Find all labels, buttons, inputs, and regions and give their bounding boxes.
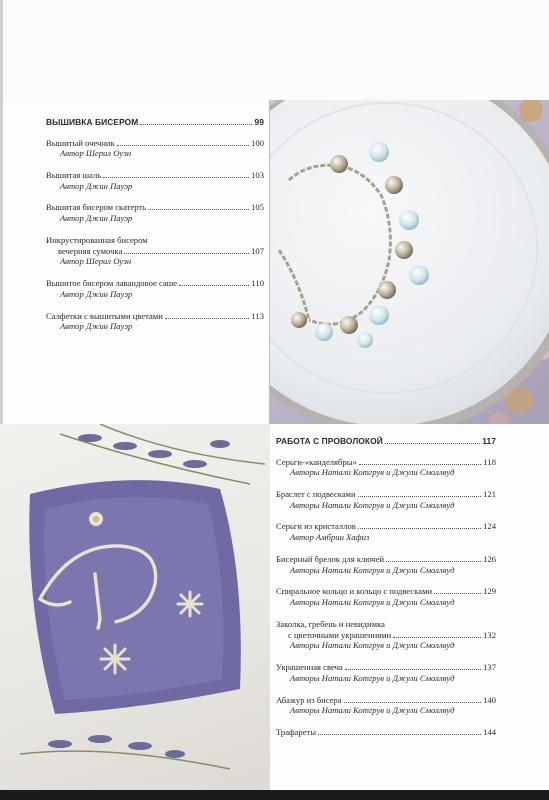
entry-title-line-1: Заколка, гребень и невидимка [276, 618, 385, 629]
leader-dots [359, 464, 482, 465]
bracelet-photo [269, 100, 549, 424]
leader-dots [318, 734, 481, 735]
leader-dots [344, 702, 482, 703]
entry-author: Авторы Натали Котгрув и Джули Смоллвуд [290, 640, 455, 651]
entry-title: Серьги из кристаллов [276, 521, 356, 532]
entry-page-number: 144 [483, 726, 496, 737]
toc-entry[interactable] [276, 662, 496, 683]
section-page-number: 99 [254, 117, 264, 127]
toc-entry[interactable] [276, 619, 496, 651]
toc-entry[interactable] [276, 521, 496, 542]
entry-page-number: 107 [251, 245, 264, 256]
entry-author: Авторы Натали Котгрув и Джули Смоллвуд [290, 564, 455, 575]
entry-page-number: 100 [251, 137, 264, 148]
entry-author: Автор Джин Пауэр [60, 213, 133, 224]
entry-title-line-1: Инкрустированная бисером [46, 234, 148, 245]
entry-author: Автор Амбрин Хафиз [290, 532, 370, 543]
leader-dots [385, 443, 480, 444]
leader-dots [179, 285, 249, 286]
entry-title: Салфетки с вышитыми цветами [46, 310, 163, 321]
section-heading[interactable] [46, 117, 264, 128]
entry-page-number: 124 [483, 521, 496, 532]
entry-author: Автор Шерил Оуэн [60, 148, 132, 159]
entry-title: Вышитый очечник [46, 137, 115, 148]
entry-author: Автор Джин Пауэр [60, 321, 133, 332]
leader-dots [148, 209, 249, 210]
entry-page-number: 105 [251, 202, 264, 213]
entry-page-number: 137 [483, 662, 496, 673]
entry-title: Трафареты [276, 726, 317, 737]
entry-author: Автор Шерил Оуэн [60, 256, 132, 267]
page-bottom-edge [0, 790, 549, 800]
panel-divider [269, 100, 270, 424]
toc-entry[interactable] [46, 138, 264, 159]
entry-page-number: 103 [251, 169, 264, 180]
entry-author: Авторы Натали Котгрув и Джули Смоллвуд [290, 467, 455, 478]
entry-title: Вышитая бисером скатерть [46, 202, 147, 213]
sachet-illustration [0, 424, 270, 790]
toc-entry[interactable] [276, 554, 496, 575]
entry-page-number: 140 [483, 694, 496, 705]
entry-title: Вышитое бисером лавандовое саше [46, 278, 178, 289]
lavender-sachet-photo [0, 424, 270, 790]
toc-entry[interactable] [276, 457, 496, 478]
leader-dots [103, 177, 249, 178]
toc-entry[interactable] [276, 586, 496, 607]
entry-page-number: 110 [251, 278, 264, 289]
leader-dots [140, 124, 252, 125]
entry-title: Украшенная свеча [276, 662, 343, 673]
entry-author: Автор Джин Пауэр [60, 288, 133, 299]
toc-entry[interactable] [46, 170, 264, 191]
toc-beadwork-section [46, 117, 264, 343]
leader-dots [358, 528, 481, 529]
section-title: РАБОТА С ПРОВОЛОКОЙ [276, 436, 383, 446]
entry-title: Вышитая шаль [46, 169, 102, 180]
bracelet-illustration [269, 100, 549, 424]
toc-entry[interactable] [46, 202, 264, 223]
top-margin [0, 0, 549, 100]
entry-page-number: 121 [483, 488, 496, 499]
toc-entry[interactable] [46, 235, 264, 267]
entry-author: Авторы Натали Котгрув и Джули Смоллвуд [290, 499, 455, 510]
section-heading[interactable] [276, 436, 496, 447]
entry-page-number: 113 [251, 310, 264, 321]
entry-page-number: 129 [483, 586, 496, 597]
entry-author: Авторы Натали Котгрув и Джули Смоллвуд [290, 705, 455, 716]
leader-dots [345, 669, 481, 670]
entry-title: Браслет с подвесками [276, 488, 356, 499]
leader-dots [117, 145, 249, 146]
leader-dots [165, 318, 250, 319]
toc-entry[interactable] [46, 278, 264, 299]
toc-entry[interactable] [276, 489, 496, 510]
leader-dots [434, 593, 481, 594]
toc-wirework-section [276, 436, 496, 749]
leader-dots [358, 496, 482, 497]
toc-entry[interactable] [46, 311, 264, 332]
entry-title: Спиральное кольцо и кольцо с подвесками [276, 586, 433, 597]
entry-page-number: 118 [483, 456, 496, 467]
section-page-number: 117 [482, 436, 496, 446]
leader-dots [393, 637, 481, 638]
entry-page-number: 126 [483, 553, 496, 564]
entry-author: Автор Джин Пауэр [60, 180, 133, 191]
entry-page-number: 132 [483, 629, 496, 640]
entry-title-line-2: вечерняя сумочка [58, 245, 123, 256]
entry-title-line-2: с цветочными украшениями [288, 629, 392, 640]
entry-author: Авторы Натали Котгрув и Джули Смоллвуд [290, 597, 455, 608]
leader-dots [386, 561, 481, 562]
toc-entry[interactable] [276, 695, 496, 716]
entry-author: Авторы Натали Котгрув и Джули Смоллвуд [290, 672, 455, 683]
entry-title: Абажур из бисера [276, 694, 342, 705]
entry-title: Бисерный брелок для ключей [276, 553, 385, 564]
leader-dots [124, 253, 249, 254]
section-title: ВЫШИВКА БИСЕРОМ [46, 117, 139, 127]
toc-entry[interactable] [276, 727, 496, 738]
entry-title: Серьги-«канделябры» [276, 456, 357, 467]
